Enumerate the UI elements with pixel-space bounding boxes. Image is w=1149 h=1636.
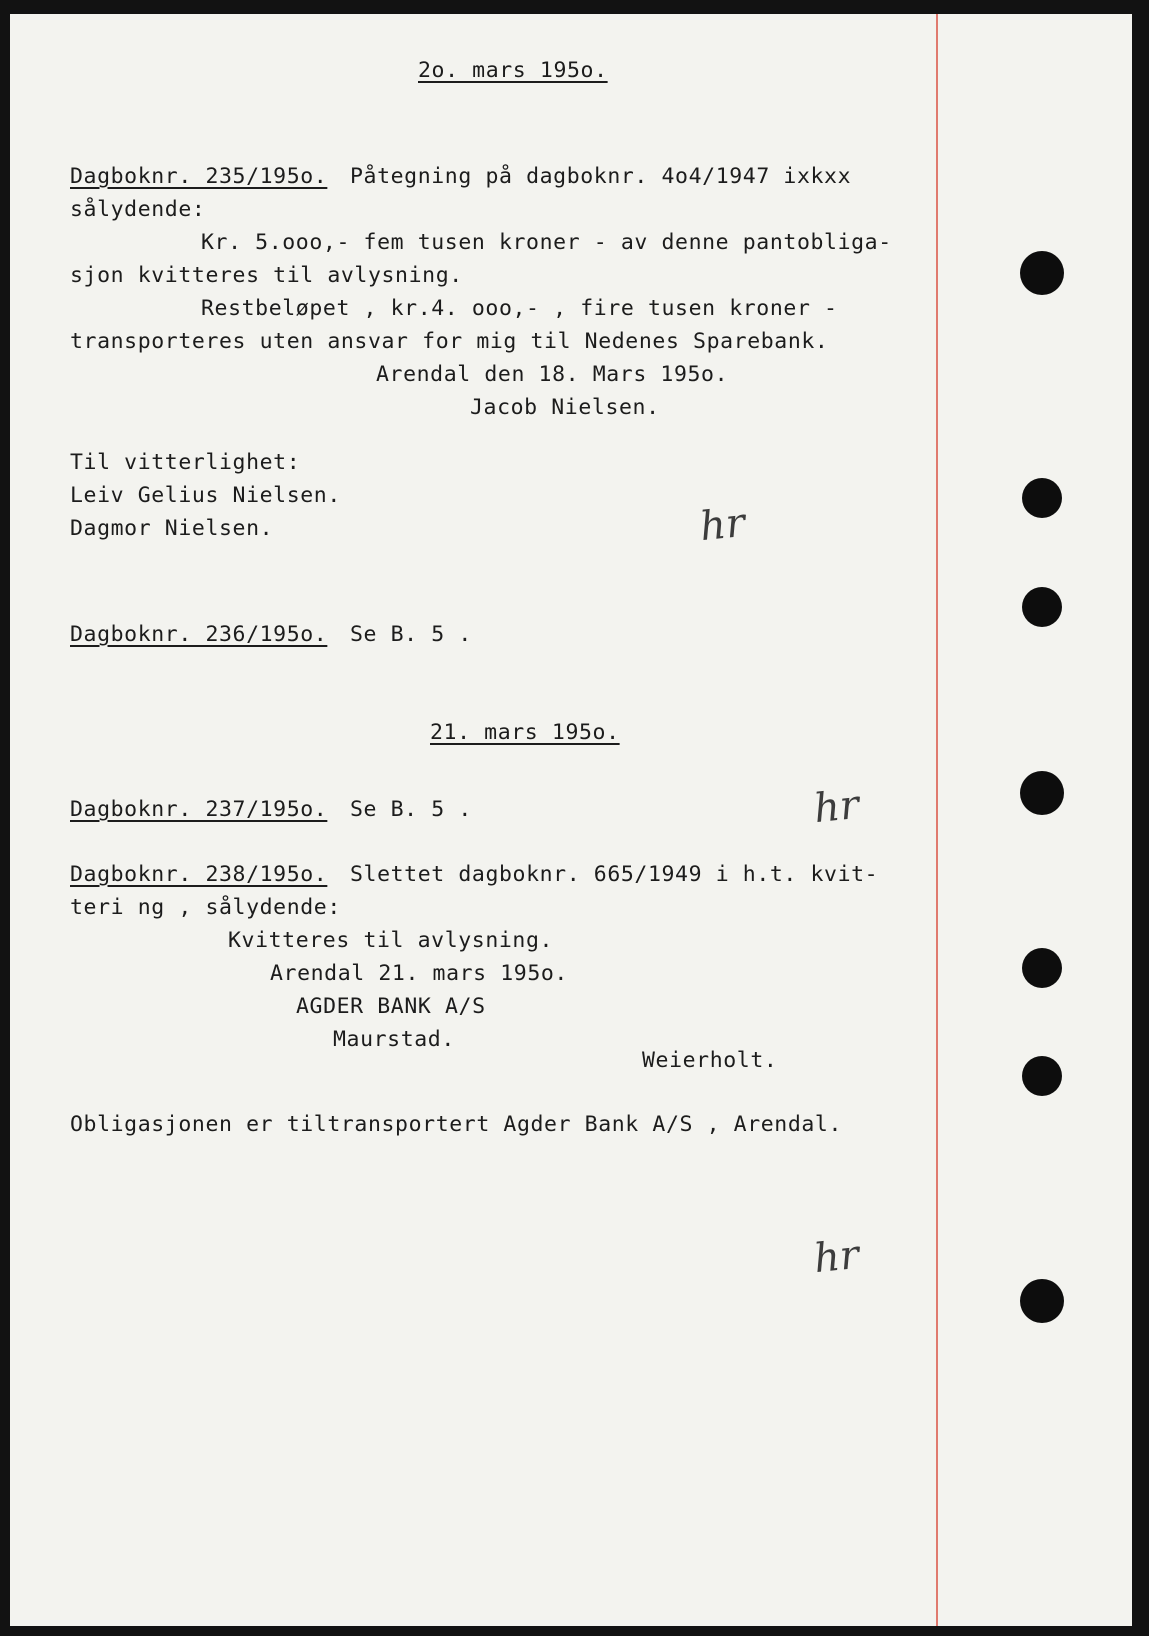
entry-238-text-1: Slettet dagboknr. 665/1949 i h.t. kvit- bbox=[350, 862, 879, 887]
binder-hole bbox=[1020, 1279, 1064, 1323]
witness-2: Dagmor Nielsen. bbox=[70, 516, 274, 541]
binder-hole bbox=[1022, 1056, 1062, 1096]
binder-hole bbox=[1020, 771, 1064, 815]
entry-235-text-3: Kr. 5.ooo,- fem tusen kroner - av denne pantobliga- bbox=[201, 230, 892, 255]
entry-235-text-2: sålydende: bbox=[70, 197, 206, 222]
entry-235-text-6: transporteres uten ansvar for mig til Nedenes Sparebank. bbox=[70, 329, 829, 354]
entry-235-ref: Dagboknr. 235/195o. bbox=[70, 164, 328, 189]
entry-237-text: Se B. 5 . bbox=[350, 797, 472, 822]
binder-hole bbox=[1022, 478, 1062, 518]
entry-238-place-date: Arendal 21. mars 195o. bbox=[270, 961, 568, 986]
entry-238-text-3: Kvitteres til avlysning. bbox=[228, 928, 554, 953]
date-heading-20-march: 2o. mars 195o. bbox=[418, 58, 608, 83]
handwritten-initials: ℎr bbox=[811, 1231, 862, 1283]
witness-heading: Til vitterlighet: bbox=[70, 450, 301, 475]
entry-235-signature: Jacob Nielsen. bbox=[470, 395, 660, 420]
entry-238-signature-2: Weierholt. bbox=[642, 1048, 778, 1073]
entry-238-note: Obligasjonen er tiltransportert Agder Bank A/S , Arendal. bbox=[70, 1112, 843, 1137]
witness-1: Leiv Gelius Nielsen. bbox=[70, 483, 341, 508]
binder-hole bbox=[1022, 587, 1062, 627]
entry-235-text-1: Påtegning på dagboknr. 4o4/1947 ixkxx bbox=[350, 164, 852, 189]
entry-236-text: Se B. 5 . bbox=[350, 622, 472, 647]
entry-238-ref: Dagboknr. 238/195o. bbox=[70, 862, 328, 887]
binder-hole bbox=[1020, 251, 1064, 295]
entry-236-ref: Dagboknr. 236/195o. bbox=[70, 622, 328, 647]
entry-238-text-2: teri ng , sålydende: bbox=[70, 895, 341, 920]
entry-237-ref: Dagboknr. 237/195o. bbox=[70, 797, 328, 822]
entry-238-signature-1: Maurstad. bbox=[333, 1027, 455, 1052]
margin-rule bbox=[936, 14, 938, 1626]
date-heading-21-march: 21. mars 195o. bbox=[430, 720, 620, 745]
entry-235-text-5: Restbeløpet , kr.4. ooo,- , fire tusen kroner - bbox=[201, 296, 838, 321]
entry-235-place-date: Arendal den 18. Mars 195o. bbox=[376, 362, 729, 387]
handwritten-initials: ℎr bbox=[697, 499, 748, 551]
document-page bbox=[10, 14, 1132, 1626]
binder-hole bbox=[1022, 948, 1062, 988]
handwritten-initials: ℎr bbox=[811, 781, 862, 833]
entry-235-text-4: sjon kvitteres til avlysning. bbox=[70, 263, 463, 288]
entry-238-bank: AGDER BANK A/S bbox=[296, 994, 486, 1019]
